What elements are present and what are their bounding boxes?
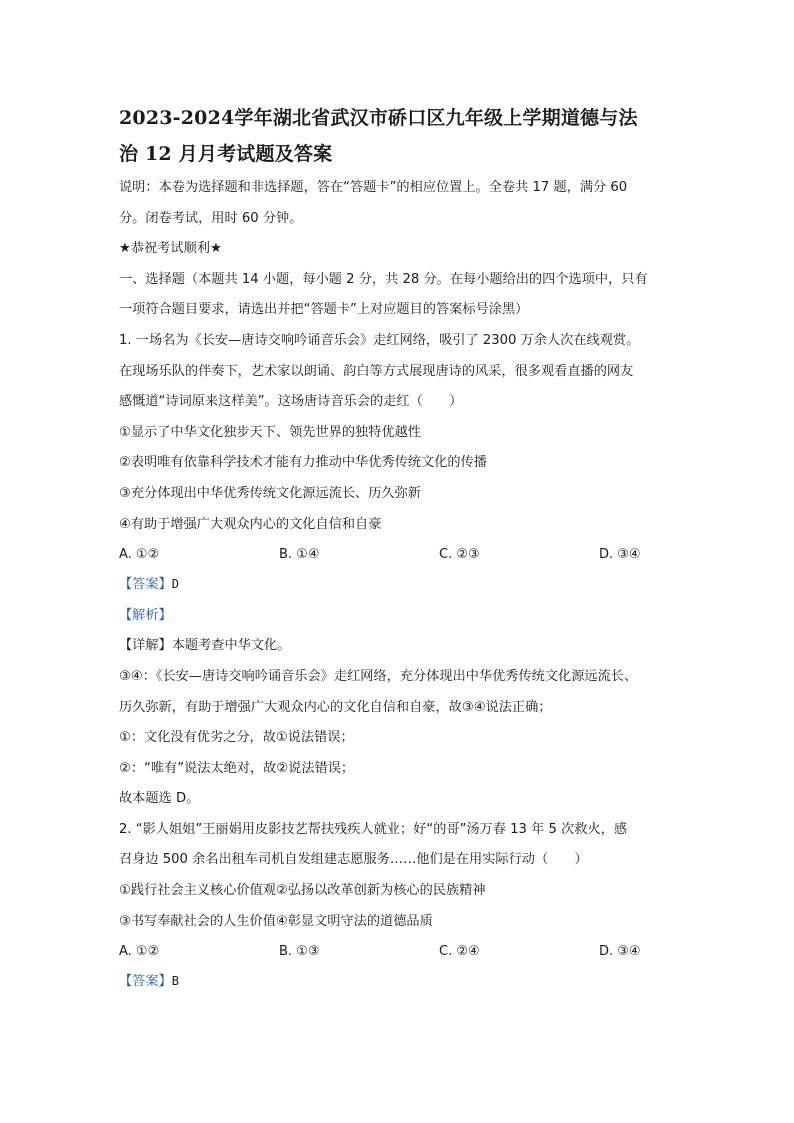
- document-title: [119, 100, 684, 172]
- section-heading: 一、选择题（本题共 14 小题，每小题 2 分，共 28 分。在每小题给出的四个选项中，只有: [119, 271, 648, 287]
- option-d: D. ③④: [599, 547, 641, 563]
- statement-item: ①践行社会主义核心价值观②弘扬以改革创新为核心的民族精神: [119, 883, 486, 899]
- explanation-line: 故本题选 D。: [119, 791, 200, 807]
- question-2: [119, 820, 684, 991]
- answer-value: B: [171, 974, 179, 989]
- answer-options: [119, 545, 684, 564]
- option-a: A. ①②: [119, 944, 160, 960]
- explanation-line: 历久弥新，有助于增强广大观众内心的文化自信和自豪，故③④说法正确；: [119, 699, 552, 715]
- question-stem: 在现场乐队的伴奏下，艺术家以朗诵、韵白等方式展现唐诗的风采，很多观看直播的网友: [119, 363, 634, 379]
- title-line-1: 2023-2024学年湖北省武汉市硚口区九年级上学期道德与法: [119, 107, 638, 129]
- explanation-line: ③④：《长安—唐诗交响吟诵音乐会》走红网络，充分体现出中华优秀传统文化源远流长、: [119, 668, 638, 684]
- statement-item: ②表明唯有依靠科学技术才能有力推动中华优秀传统文化的传播: [119, 455, 487, 471]
- statement-item: ③书写奉献社会的人生价值④彰显文明守法的道德品质: [119, 913, 433, 929]
- detail-text: 本题考查中华文化。: [171, 638, 291, 654]
- detail-row: [119, 636, 684, 655]
- option-a: A. ①②: [119, 547, 160, 563]
- instructions: [119, 178, 684, 319]
- explanation-line: ①：文化没有优劣之分，故①说法错误；: [119, 730, 354, 746]
- question-stem: 召身边 500 余名出租车司机自发组建志愿服务……他们是在用实际行动（ ）: [119, 852, 588, 868]
- option-d: D. ③④: [599, 944, 641, 960]
- option-b: B. ①③: [279, 944, 320, 960]
- question-1: [119, 331, 684, 808]
- intro-line: ★恭祝考试顺利★: [119, 241, 222, 257]
- option-b: B. ①④: [279, 547, 320, 563]
- answer-row: [119, 575, 684, 594]
- analysis-tag: 【解析】: [119, 607, 172, 623]
- analysis-row: [119, 606, 684, 625]
- answer-value: D: [171, 577, 179, 592]
- option-c: C. ②④: [439, 944, 480, 960]
- document-page: [119, 100, 684, 1003]
- section-heading: 一项符合题目要求，请选出并把“答题卡”上对应题目的答案标号涂黑）: [119, 302, 529, 318]
- question-stem: 感慨道“诗词原来这样美”。这场唐诗音乐会的走红（ ）: [119, 394, 463, 410]
- detail-tag: 【详解】: [119, 638, 172, 654]
- explanation-line: ②：“唯有”说法太绝对，故②说法错误；: [119, 760, 355, 776]
- answer-row: [119, 972, 684, 991]
- answer-options: [119, 942, 684, 961]
- intro-line: 分。闭卷考试，用时 60 分钟。: [119, 210, 303, 226]
- intro-line: 说明：本卷为选择题和非选择题，答在“答题卡”的相应位置上。全卷共 17 题，满分 60: [119, 180, 628, 195]
- answer-tag: 【答案】: [119, 974, 172, 990]
- statement-item: ④有助于增强广大观众内心的文化自信和自豪: [119, 516, 382, 532]
- question-stem: 2. “影人姐姐”王丽娟用皮影技艺帮扶残疾人就业；好“的哥”汤万春 13 年 5 次救火，感: [119, 821, 628, 837]
- option-c: C. ②③: [439, 547, 480, 563]
- answer-tag: 【答案】: [119, 577, 172, 593]
- question-stem: 1. 一场名为《长安—唐诗交响吟诵音乐会》走红网络，吸引了 2300 万余人次在线观赏。: [119, 332, 640, 348]
- title-line-2: 治 12 月月考试题及答案: [119, 143, 333, 165]
- statement-item: ③充分体现出中华优秀传统文化源远流长、历久弥新: [119, 485, 421, 501]
- statement-item: ①显示了中华文化独步天下、领先世界的独特优越性: [119, 424, 421, 440]
